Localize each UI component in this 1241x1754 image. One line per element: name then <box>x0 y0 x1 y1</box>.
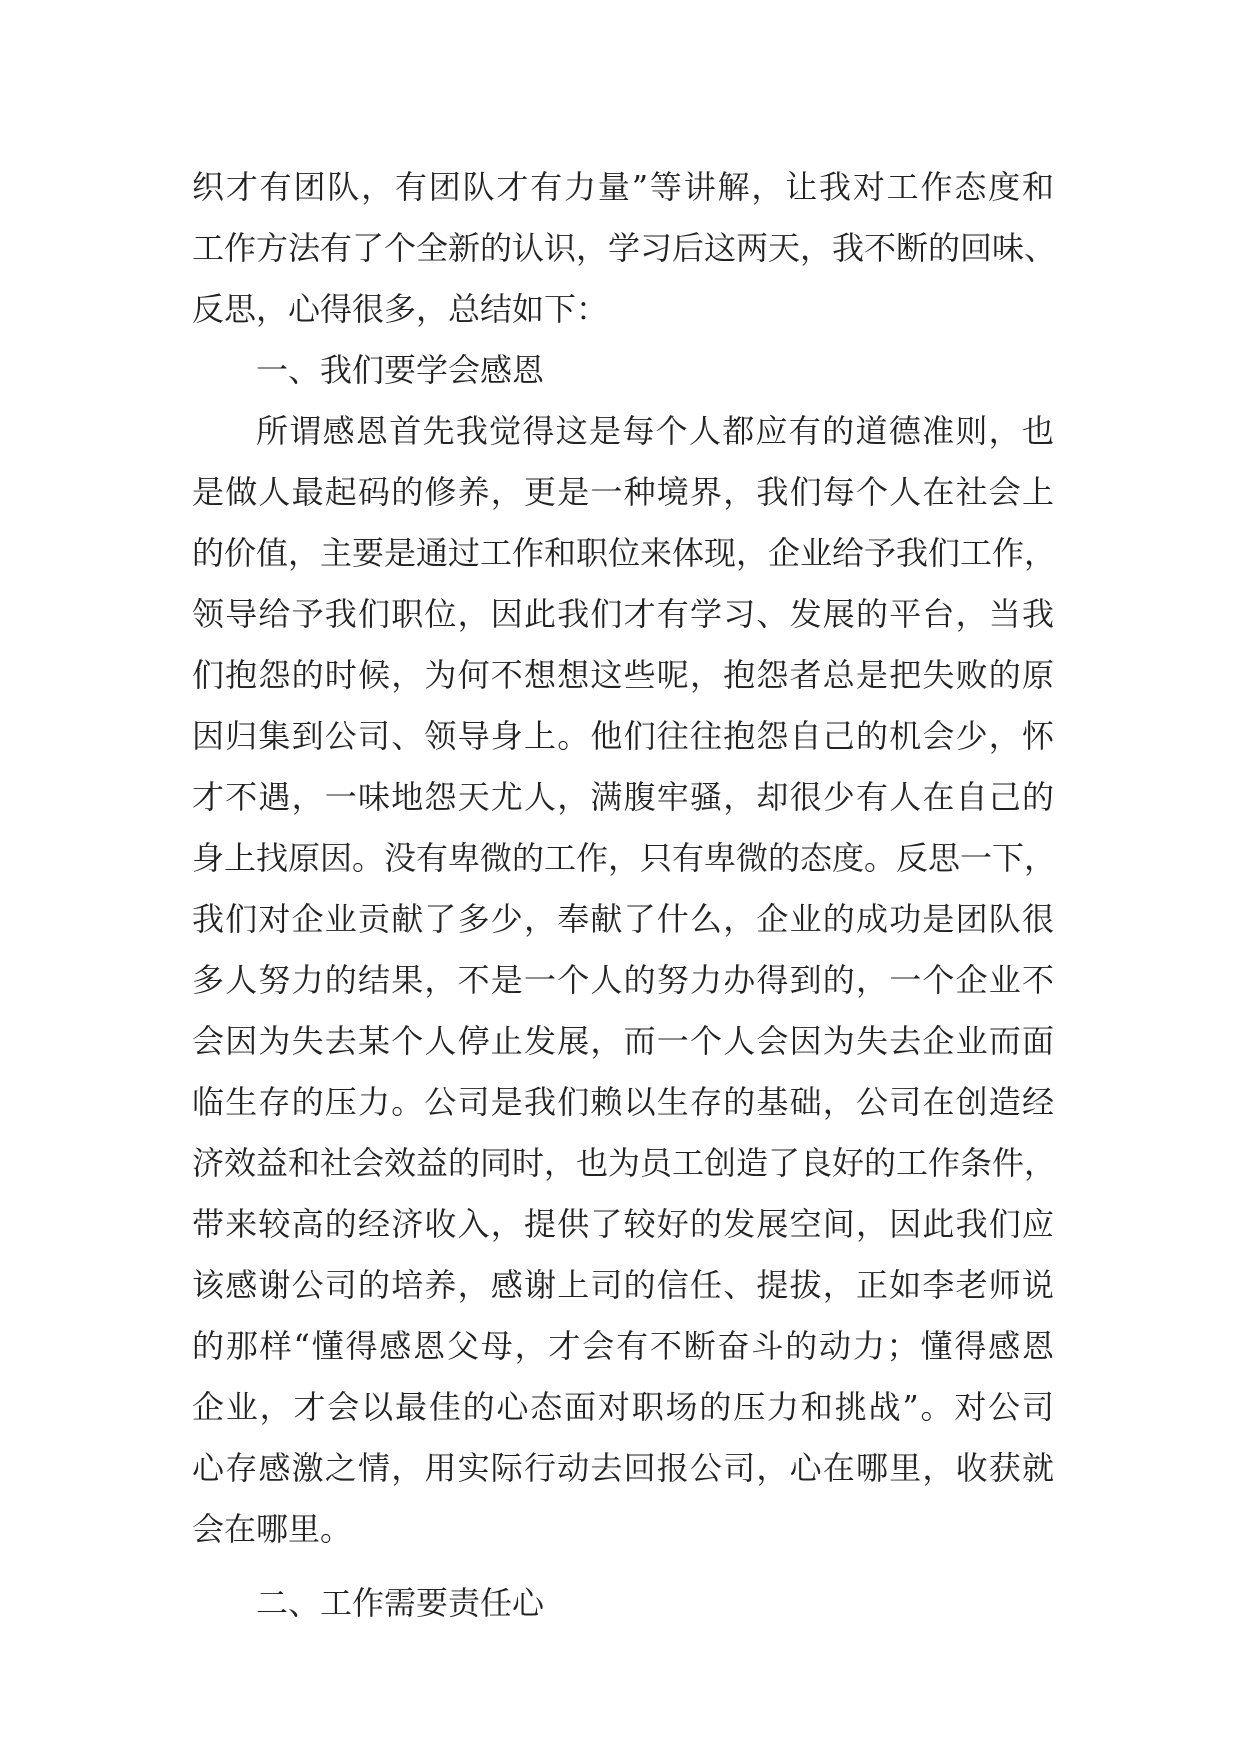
section-heading: 二、工作需要责任心 <box>256 1584 545 1622</box>
section-spacer <box>192 1560 1054 1573</box>
paragraph-line: 企业，才会以最佳的心态面对职场的压力和挑战”。对公司 <box>192 1388 1054 1426</box>
paragraph-line: 的价值，主要是通过工作和职位来体现，企业给予我们工作， <box>192 534 1057 572</box>
paragraph-line: 济效益和社会效益的同时，也为员工创造了良好的工作条件， <box>192 1144 1057 1182</box>
paragraph-line: 才不遇，一味地怨天尤人，满腹牢骚，却很少有人在自己的 <box>192 778 1054 816</box>
paragraph-line: 们抱怨的时候，为何不想想这些呢，抱怨者总是把失败的原 <box>192 656 1054 694</box>
paragraph-line: 领导给予我们职位，因此我们才有学习、发展的平台，当我 <box>192 595 1054 633</box>
paragraph-line: 身上找原因。没有卑微的工作，只有卑微的态度。反思一下， <box>192 839 1057 877</box>
paragraph-line: 因归集到公司、领导身上。他们往往抱怨自己的机会少，怀 <box>192 717 1054 755</box>
paragraph-line: 会在哪里。 <box>192 1510 353 1548</box>
paragraph-line: 织才有团队，有团队才有力量”等讲解，让我对工作态度和 <box>192 168 1054 206</box>
section-heading: 一、我们要学会感恩 <box>256 351 545 389</box>
paragraph-line: 心存感激之情，用实际行动去回报公司，心在哪里，收获就 <box>192 1449 1054 1487</box>
paragraph-line: 的那样“懂得感恩父母，才会有不断奋斗的动力；懂得感恩 <box>192 1327 1054 1365</box>
paragraph-line: 多人努力的结果，不是一个人的努力办得到的，一个企业不 <box>192 961 1054 999</box>
paragraph-line: 会因为失去某个人停止发展，而一个人会因为失去企业而面 <box>192 1022 1054 1060</box>
paragraph-line: 所谓感恩首先我觉得这是每个人都应有的道德准则，也 <box>256 412 1054 450</box>
paragraph-line: 该感谢公司的培养，感谢上司的信任、提拔，正如李老师说 <box>192 1266 1054 1304</box>
paragraph-line: 工作方法有了个全新的认识，学习后这两天，我不断的回味、 <box>192 229 1057 267</box>
paragraph-line: 我们对企业贡献了多少，奉献了什么，企业的成功是团队很 <box>192 900 1054 938</box>
paragraph-line: 反思，心得很多，总结如下： <box>192 290 609 328</box>
paragraph-line: 临生存的压力。公司是我们赖以生存的基础，公司在创造经 <box>192 1083 1054 1121</box>
document-body <box>192 157 1057 1634</box>
paragraph-line: 带来较高的经济收入，提供了较好的发展空间，因此我们应 <box>192 1205 1054 1243</box>
paragraph-line: 是做人最起码的修养，更是一种境界，我们每个人在社会上 <box>192 473 1054 511</box>
